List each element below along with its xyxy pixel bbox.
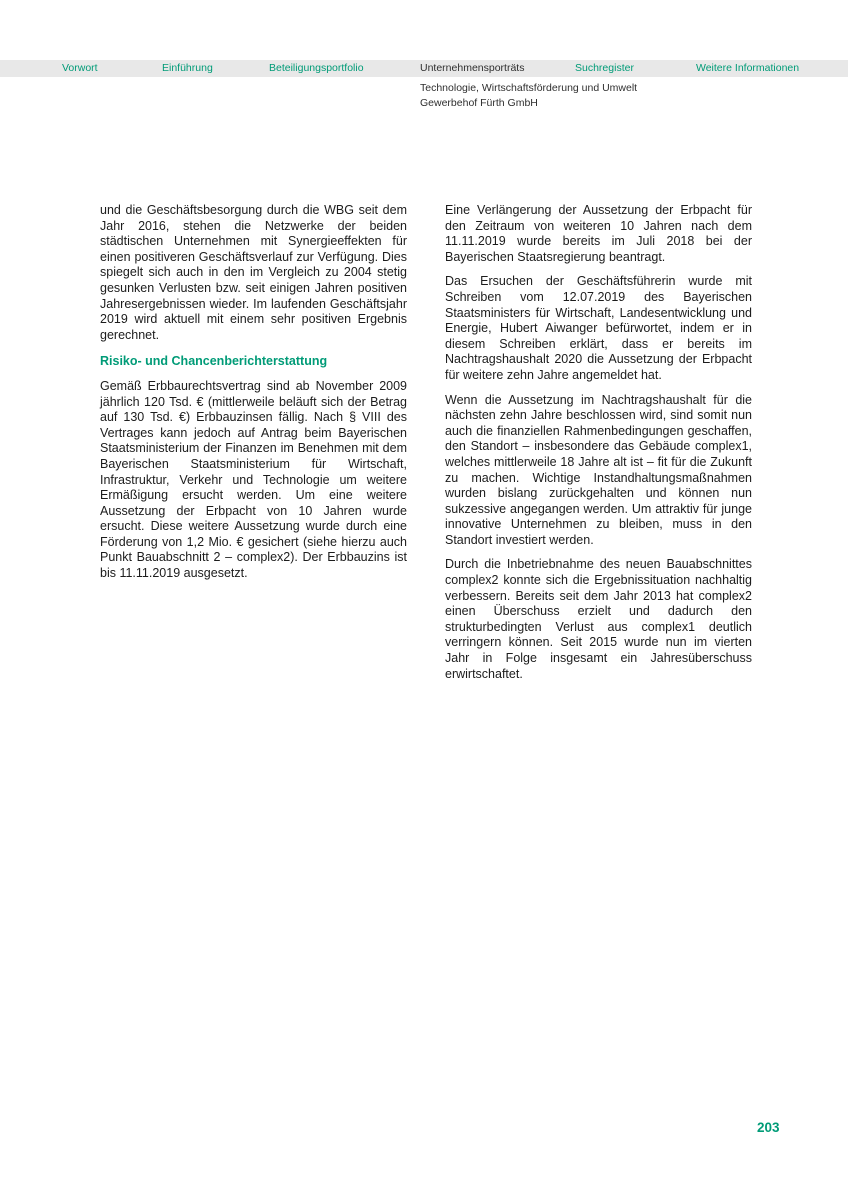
paragraph-inbetriebnahme-complex2: Durch die Inbetriebnahme des neuen Bauabschnittes complex2 konnte sich die Ergebnissituation nachhaltig verbessern. Bereits seit dem Jahr 2013 hat complex2 einen Überschuss erzielt und dadurch den strukturbedingten Verlust aus complex1 deutlich verringern können. Seit 2015 wurde nun im vierten Jahr in Folge insgesamt ein Jahresüberschuss erwirtschaftet. <box>445 557 752 681</box>
section-heading-risiko-chancen: Risiko- und Chancenberichterstattung <box>100 354 328 369</box>
paragraph-nachtragshaushalt: Wenn die Aussetzung im Nachtragshaushalt für die nächsten zehn Jahre beschlossen wird, sind somit nun auch die finanziellen Rahmenbedingungen geschaffen, den Standort – insbesondere das Gebäude complex1, welches mittlerweile 18 Jahre alt ist – fit für die Zukunft zu machen. Wichtige Instandhaltungsmaßnahmen wurden bislang zurückgehalten und können nun sukzessive angegangen werden. Um attraktiv für junge innovative Unternehmen zu bleiben, muss in den Standort investiert werden. <box>445 392 752 547</box>
breadcrumb-section-title: Technologie, Wirtschaftsförderung und Umwelt <box>420 82 638 94</box>
breadcrumb <box>420 81 637 111</box>
nav-item-vorwort[interactable]: Vorwort <box>62 62 98 74</box>
page-number: 203 <box>757 1120 780 1135</box>
nav-item-weitere-informationen[interactable]: Weitere Informationen <box>696 62 800 74</box>
nav-item-beteiligungsportfolio[interactable]: Beteiligungsportfolio <box>269 62 364 74</box>
left-text-column <box>100 203 407 591</box>
paragraph-business-performance: und die Geschäftsbesorgung durch die WBG seit dem Jahr 2016, stehen die Netzwerke der beiden städtischen Unternehmen mit Synergieeffekten für einen positiveren Geschäftsverlauf zur Verfügung. Dies spiegelt sich auch in den im Vergleich zu 2004 stetig gesunken Verlusten bzw. seit einigen Jahren positiven Jahresergebnissen wieder. Im laufenden Geschäftsjahr 2019 wird aktuell mit einem sehr positiven Ergebnis gerechnet. <box>100 203 407 342</box>
nav-item-einfuehrung[interactable]: Einführung <box>162 62 213 74</box>
right-text-column <box>445 203 752 691</box>
paragraph-erbbaurecht: Gemäß Erbbaurechtsvertrag sind ab November 2009 jährlich 120 Tsd. € (mittlerweile beläuft sich der Betrag auf 130 Tsd. €) Erbbauzinsen fällig. Nach § VIII des Vertrages kann jedoch auf Antrag beim Bayerischen Staatsministerium der Finanzen im Benehmen mit dem Bayerischen Staatsministerium für Wirtschaft, Infrastruktur, Verkehr und Technologie um weitere Ermäßigung ersucht werden. Um eine weitere Aussetzung der Erbpacht von 10 Jahren wurde ersucht. Diese weitere Aussetzung wurde durch eine Förderung von 1,2 Mio. € gesichert (siehe hierzu auch Punkt Bauabschnitt 2 – complex2). Der Erbbauzins ist bis 11.11.2019 ausgesetzt. <box>100 378 407 581</box>
paragraph-ersuchen-geschaeftsfuehrerin: Das Ersuchen der Geschäftsführerin wurde mit Schreiben vom 12.07.2019 des Bayerischen Staatsministers für Wirtschaft, Landesentwicklung und Energie, Hubert Aiwanger befürwortet, indem er in diesem Schreiben erklärt, dass er bereits im Nachtragshaushalt 2020 die Aussetzung der Erbpacht für weitere zehn Jahre angemeldet hat. <box>445 274 752 382</box>
nav-item-suchregister[interactable]: Suchregister <box>575 62 634 74</box>
paragraph-verlaengerung-aussetzung: Eine Verlängerung der Aussetzung der Erbpacht für den Zeitraum von weiteren 10 Jahren nach dem 11.11.2019 wurde bereits im Juli 2018 bei der Bayerischen Staatsregierung beantragt. <box>445 203 752 264</box>
nav-item-unternehmensportraets[interactable]: Unternehmensporträts <box>420 62 525 74</box>
top-navigation <box>0 60 848 77</box>
breadcrumb-company-name: Gewerbehof Fürth GmbH <box>420 97 538 109</box>
